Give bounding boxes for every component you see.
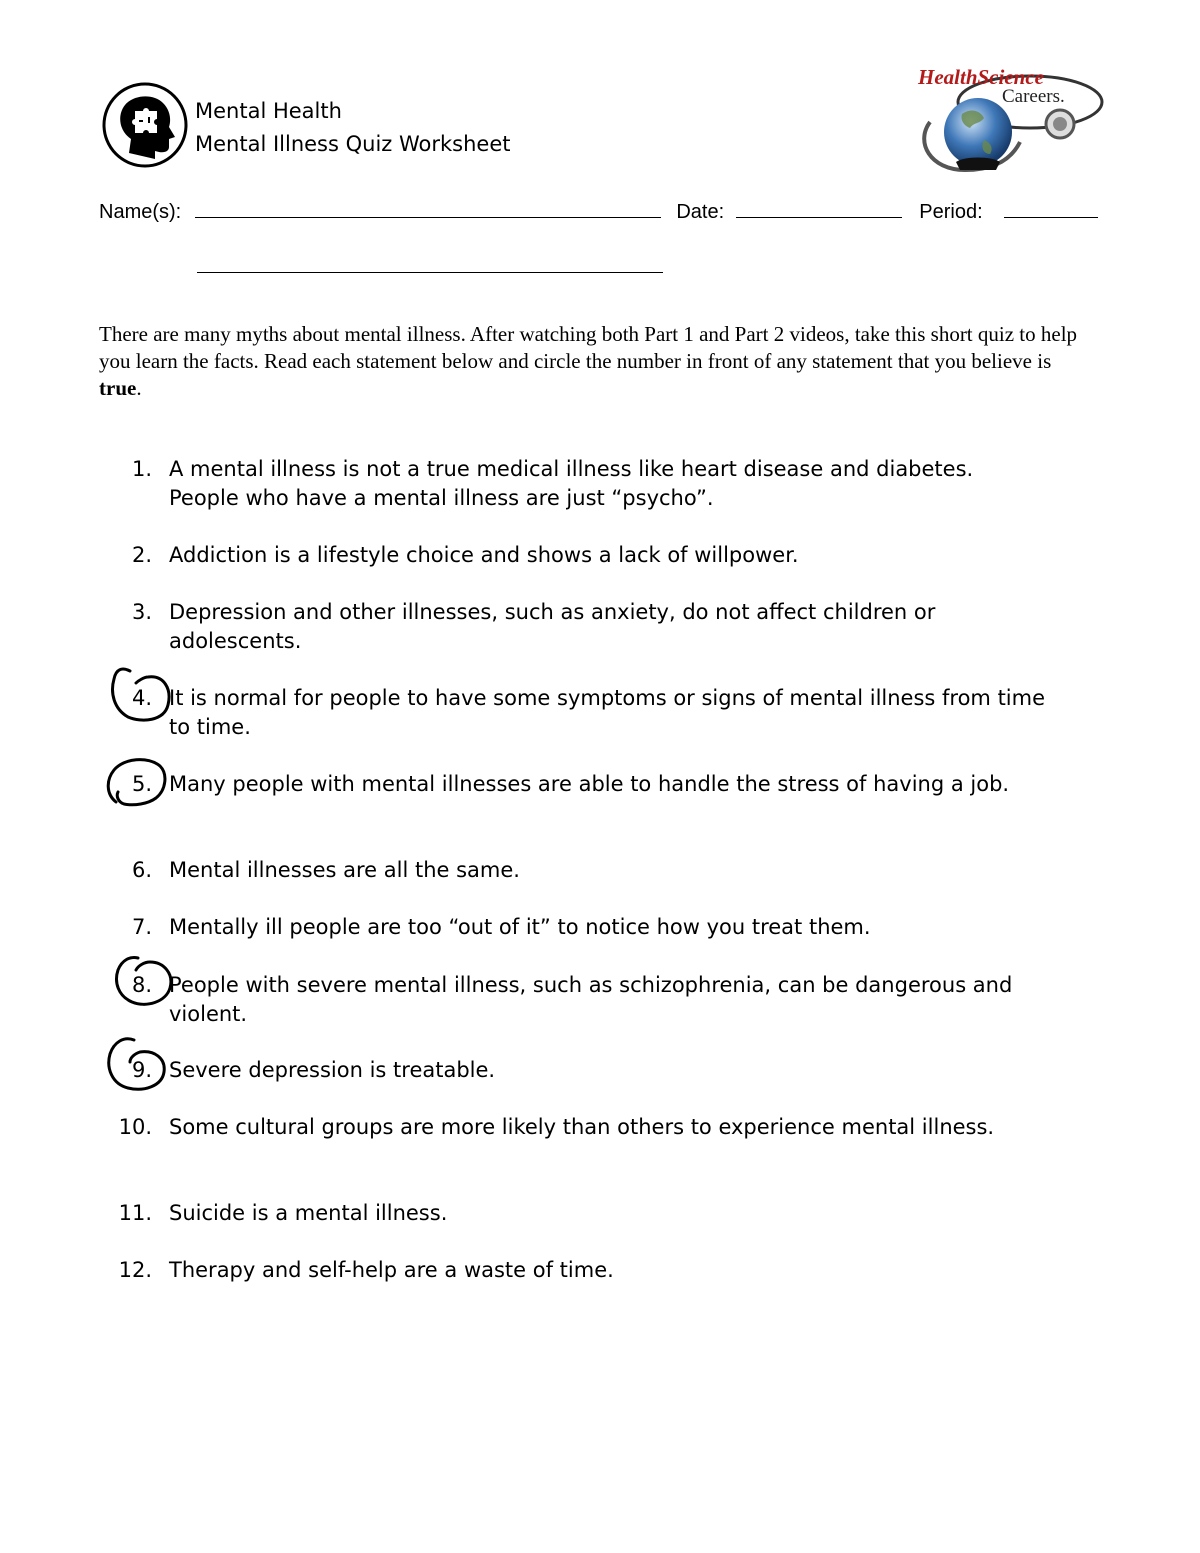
circle-mark-item-4 bbox=[108, 665, 172, 729]
name-date-period-row bbox=[99, 199, 1098, 224]
instructions-text-end: . bbox=[136, 376, 142, 400]
item-text: It is normal for people to have some symptoms or signs of mental illness from time to time. bbox=[169, 686, 1046, 739]
name-field-2[interactable] bbox=[197, 254, 663, 273]
item-text: Many people with mental illnesses are able to handle the stress of having a job. bbox=[169, 772, 1010, 796]
item-text: Suicide is a mental illness. bbox=[169, 1201, 448, 1225]
item-number[interactable]: 11. bbox=[118, 1201, 152, 1225]
instructions-emphasis: true bbox=[99, 376, 137, 400]
logo-text-health-science: HealthScience bbox=[918, 65, 1044, 89]
item-number[interactable]: 12. bbox=[118, 1258, 152, 1282]
period-field[interactable] bbox=[1004, 199, 1098, 218]
date-field[interactable] bbox=[736, 199, 902, 218]
item-text: Some cultural groups are more likely than others to experience mental illness. bbox=[169, 1115, 995, 1139]
instructions-paragraph bbox=[99, 321, 1079, 402]
item-text: People with severe mental illness, such as schizophrenia, can be dangerous and violent. bbox=[169, 973, 1013, 1026]
item-number[interactable]: 8. bbox=[131, 973, 152, 997]
item-number[interactable]: 10. bbox=[118, 1115, 152, 1139]
name-field[interactable] bbox=[195, 199, 661, 218]
item-number[interactable]: 4. bbox=[131, 686, 152, 710]
item-number[interactable]: 1. bbox=[131, 457, 152, 481]
instructions-text: There are many myths about mental illness. After watching both Part 1 and Part 2 videos, take this short quiz to help you learn the facts. Read each statement below and circle the number in front of any statement that you believe is bbox=[99, 322, 1078, 373]
worksheet-title: Mental Illness Quiz Worksheet bbox=[195, 132, 511, 156]
item-text: Therapy and self-help are a waste of time. bbox=[169, 1258, 614, 1282]
date-label: Date: bbox=[676, 201, 725, 223]
item-text: Severe depression is treatable. bbox=[169, 1058, 496, 1082]
circle-mark-item-8 bbox=[112, 952, 174, 1012]
health-science-careers-logo bbox=[910, 62, 1105, 177]
circle-mark-item-5 bbox=[104, 752, 170, 812]
item-number[interactable]: 9. bbox=[131, 1058, 152, 1082]
item-text: Mentally ill people are too “out of it” to notice how you treat them. bbox=[169, 915, 871, 939]
mental-health-head-icon bbox=[101, 81, 189, 169]
item-text: Addiction is a lifestyle choice and shows a lack of willpower. bbox=[169, 543, 799, 567]
item-number[interactable]: 6. bbox=[131, 858, 152, 882]
item-number[interactable]: 3. bbox=[131, 600, 152, 624]
title-block bbox=[195, 95, 510, 161]
item-number[interactable]: 5. bbox=[131, 772, 152, 796]
logo-text-careers: Careers. bbox=[1002, 86, 1065, 107]
subject-title: Mental Health bbox=[195, 99, 342, 123]
name-second-line bbox=[197, 254, 663, 279]
circle-mark-item-9 bbox=[104, 1034, 168, 1098]
item-number[interactable]: 7. bbox=[131, 915, 152, 939]
name-label: Name(s): bbox=[99, 201, 182, 223]
item-text: Depression and other illnesses, such as anxiety, do not affect children or adolescents. bbox=[169, 600, 936, 653]
item-text: A mental illness is not a true medical illness like heart disease and diabetes. People who have a mental illness are just “psycho”. bbox=[169, 457, 974, 510]
item-text: Mental illnesses are all the same. bbox=[169, 858, 520, 882]
item-number[interactable]: 2. bbox=[131, 543, 152, 567]
period-label: Period: bbox=[919, 201, 983, 223]
